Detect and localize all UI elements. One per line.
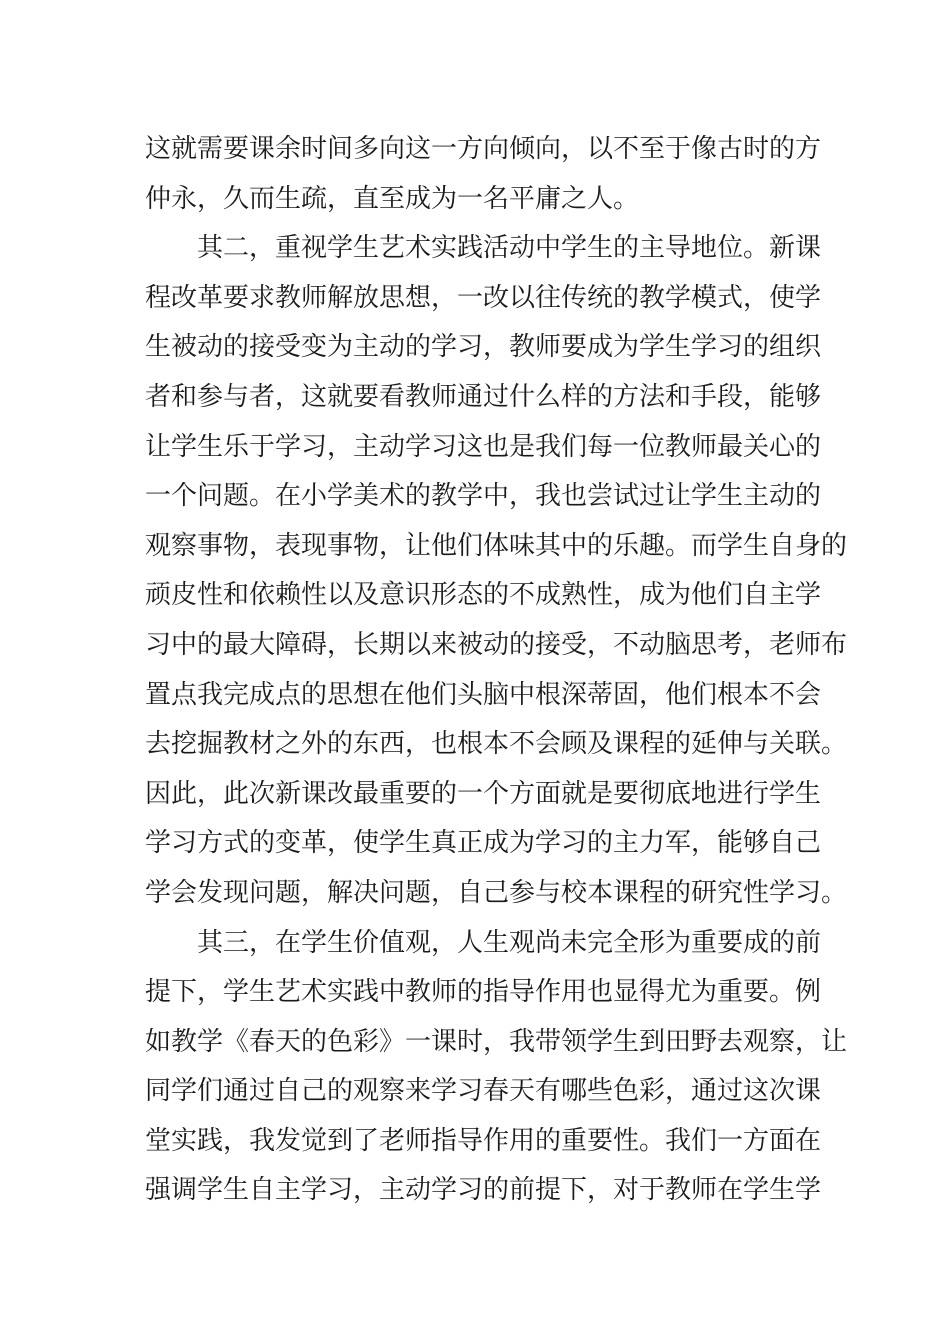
text-line: 如教学《春天的色彩》一课时，我带领学生到田野去观察，让 [145,1026,848,1057]
text-line: 学习方式的变革，使学生真正成为学习的主力军，能够自己 [145,828,822,859]
paragraph-start-line: 其三，在学生价值观，人生观尚未完全形为重要成的前 [197,927,822,958]
paragraph-start-line: 其二，重视学生艺术实践活动中学生的主导地位。新课 [197,233,822,264]
text-line: 顽皮性和依赖性以及意识形态的不成熟性，成为他们自主学 [145,580,822,611]
text-line: 习中的最大障碍，长期以来被动的接受，不动脑思考，老师布 [145,629,848,660]
text-line: 去挖掘教材之外的东西，也根本不会顾及课程的延伸与关联。 [145,729,848,760]
text-line: 这就需要课余时间多向这一方向倾向，以不至于像古时的方 [145,134,822,164]
text-line: 强调学生自主学习，主动学习的前提下，对于教师在学生学 [145,1175,822,1206]
text-line: 观察事物，表现事物，让他们体味其中的乐趣。而学生自身的 [145,530,848,561]
text-line: 因此，此次新课改最重要的一个方面就是要彻底地进行学生 [145,778,822,809]
text-line: 生被动的接受变为主动的学习，教师要成为学生学习的组织 [145,332,822,363]
text-line: 提下，学生艺术实践中教师的指导作用也显得尤为重要。例 [145,977,822,1008]
text-line: 学会发现问题，解决问题，自己参与校本课程的研究性学习。 [145,877,848,908]
text-line: 一个问题。在小学美术的教学中，我也尝试过让学生主动的 [145,481,822,512]
document-body [145,125,848,1216]
text-line: 置点我完成点的思想在他们头脑中根深蒂固，他们根本不会 [145,679,822,710]
text-line: 同学们通过自己的观察来学习春天有哪些色彩，通过这次课 [145,1076,822,1107]
text-line: 程改革要求教师解放思想，一改以往传统的教学模式，使学 [145,282,822,313]
text-line: 仲永，久而生疏，直至成为一名平庸之人。 [145,183,640,214]
text-line: 堂实践，我发觉到了老师指导作用的重要性。我们一方面在 [145,1125,822,1156]
text-line: 让学生乐于学习，主动学习这也是我们每一位教师最关心的 [145,431,822,462]
text-line: 者和参与者，这就要看教师通过什么样的方法和手段，能够 [145,381,822,412]
